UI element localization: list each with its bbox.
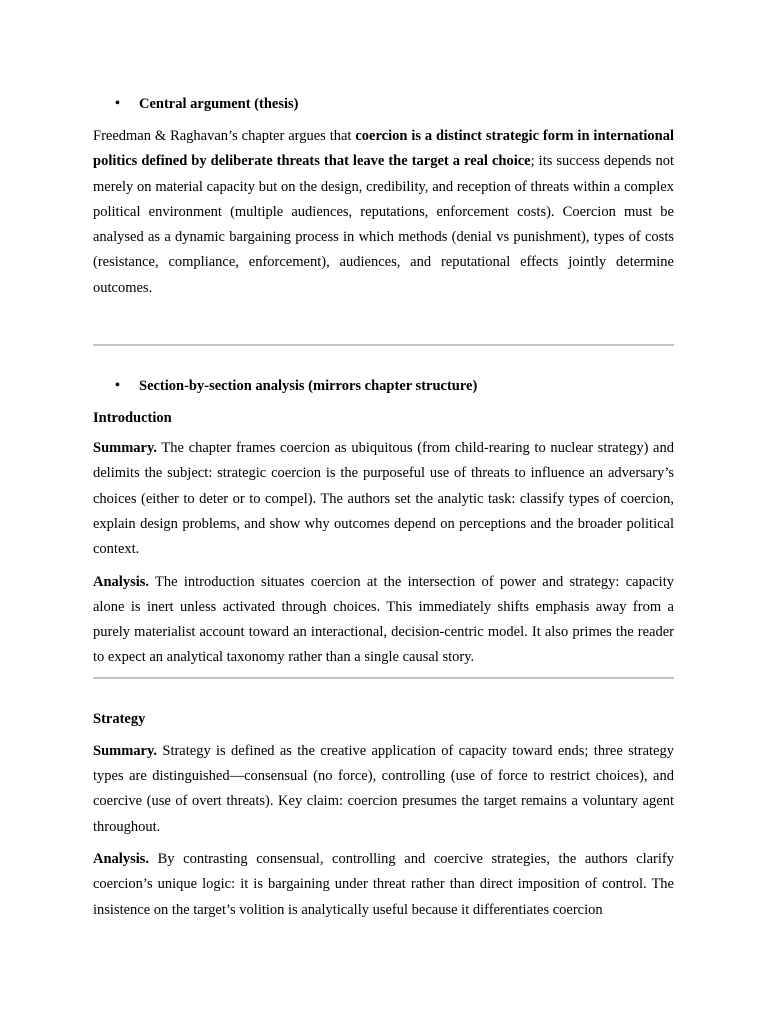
introduction-summary xyxy=(93,436,674,562)
thesis-bullet-label: Central argument (thesis) xyxy=(139,96,299,112)
section-analysis-bullet xyxy=(93,375,674,397)
thesis-text-bold: coercion is a distinct strategic form in international politics defined by deliberate threats that leave the target a real choice xyxy=(93,128,674,170)
strategy-analysis xyxy=(93,847,674,923)
analysis-text: By contrasting consensual, controlling and coercive strategies, the authors clarify coercion’s unique logic: it is bargaining under threat rather than direct imposition of control. The insistence on the target’s volition is analytically useful because it differentiates coercion xyxy=(93,850,674,918)
introduction-analysis xyxy=(93,570,674,671)
strategy-summary xyxy=(93,739,674,840)
thesis-paragraph xyxy=(93,124,674,301)
summary-label: Summary. xyxy=(93,440,158,457)
introduction-heading: Introduction xyxy=(93,410,172,427)
bullet-icon: • xyxy=(115,96,120,111)
analysis-text: The introduction situates coercion at the intersection of power and strategy: capacity alone is inert unless activated through choices. This immediately shifts emphasis away from a purely materialist account toward an interactional, decision-centric model. It also primes the reader to expect an analytical taxonomy rather than a single causal story. xyxy=(93,573,674,666)
bullet-icon: • xyxy=(115,378,120,394)
thesis-text-pre: Freedman & Raghavan’s chapter argues that xyxy=(93,128,356,144)
summary-text: The chapter frames coercion as ubiquitous (from child-rearing to nuclear strategy) and delimits the subject: strategic coercion is the purposeful use of threats to influence an adversary’s choices (either to deter or to compel). The authors set the analytic task: classify types of coercion, explain design problems, and show why outcomes depend on perceptions and the broader political context. xyxy=(93,440,674,558)
summary-text: Strategy is defined as the creative application of capacity toward ends; three strategy types are distinguished—consensual (no force), controlling (use of force to restrict choices), and coercive (use of overt threats). Key claim: coercion presumes the target remains a voluntary agent throughout. xyxy=(93,742,674,835)
analysis-label: Analysis. xyxy=(93,573,150,590)
summary-label: Summary. xyxy=(93,742,158,759)
thesis-text-post: ; its success depends not merely on material capacity but on the design, credibility, and reception of threats within a complex political environment (multiple audiences, reputations, enforcement costs). Coercion must be analysed as a dynamic bargaining process in which methods (denial vs punishment), types of costs (resistance, compliance, enforcement), audiences, and reputational effects jointly determine outcomes. xyxy=(93,153,674,296)
section-analysis-bullet-label: Section-by-section analysis (mirrors chapter structure) xyxy=(139,378,478,395)
strategy-heading: Strategy xyxy=(93,710,146,727)
thesis-bullet xyxy=(93,93,674,115)
document-page xyxy=(93,93,674,923)
divider xyxy=(93,344,674,346)
divider xyxy=(93,677,674,679)
analysis-label: Analysis. xyxy=(93,850,150,867)
